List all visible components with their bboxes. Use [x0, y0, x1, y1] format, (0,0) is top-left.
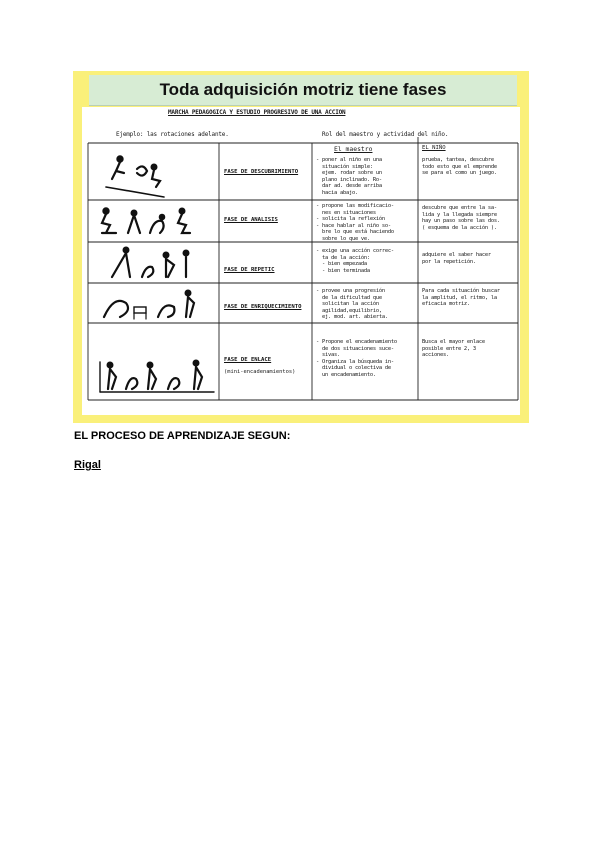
child-cell-analysis: descubre que entre la sa- lida y la llegada siempre hay un paso sobre las dos. ( esquema de la acción ). — [422, 205, 500, 231]
child-cell-discovery: prueba, tantea, descubre todo esto que el emprende se para el como un juego. — [422, 157, 497, 177]
phase-analysis: FASE DE ANALISIS — [224, 217, 278, 223]
scan-title: MARCHA PEDAGOGICA Y ESTUDIO PROGRESIVO DE UNA ACCION — [168, 109, 346, 116]
child-cell-repetition: adquiere el saber hacer por la repetición. — [422, 252, 491, 265]
scanned-table — [82, 107, 520, 415]
phase-enrichment: FASE DE ENRIQUECIMIENTO — [224, 304, 302, 310]
phase-discovery: FASE DE DESCUBRIMIENTO — [224, 169, 299, 175]
author-name: Rigal — [74, 459, 101, 471]
teacher-cell-linking: - Propone el encadenamiento de dos situaciones suce- sivas. - Organiza la búsqueda in- dividual o colectiva de un encadenamiento. — [316, 339, 397, 378]
phase-linking: FASE DE ENLACE — [224, 357, 272, 363]
scan-example-label: Ejemplo: las rotaciones adelante. — [116, 131, 229, 138]
phase-repetition: FASE DE REPETIC — [224, 267, 275, 273]
teacher-cell-repetition: - exige una acción correc- ta de la acción: - bien empezada - bien terminada — [316, 248, 394, 274]
column-header-child: EL NIÑO — [422, 145, 446, 151]
teacher-cell-enrichment: - provee una progresión de la dificultad que solicitan la acción agilidad,equilibrio, ej. mod. art. abierta. — [316, 288, 388, 321]
phase-linking-subtitle: (mini-encadenamientos) — [224, 369, 296, 375]
figure-image — [73, 71, 529, 423]
column-header-teacher: El maestro — [334, 145, 373, 153]
figure-banner-title: Toda adquisición motriz tiene fases — [89, 75, 517, 106]
section-heading: EL PROCESO DE APRENDIZAJE SEGUN: — [74, 430, 291, 442]
teacher-cell-analysis: - propone las modificacio- nes en situaciones - solicita la reflexión - hace hablar al niño so- bre lo que está haciendo sobre lo que ve. — [316, 203, 394, 242]
scan-role-label: Rol del maestro y actividad del niño. — [322, 131, 449, 138]
child-cell-linking: Busca el mayor enlace posible entre 2, 3 acciones. — [422, 339, 485, 359]
teacher-cell-discovery: - poner al niño en una situación simple: ejem. rodar sobre un plano inclinado. Ro- dar ad. desde arriba hacia abajo. — [316, 157, 382, 196]
child-cell-enrichment: Para cada situación buscar la amplitud, el ritmo, la eficacia motriz. — [422, 288, 500, 308]
